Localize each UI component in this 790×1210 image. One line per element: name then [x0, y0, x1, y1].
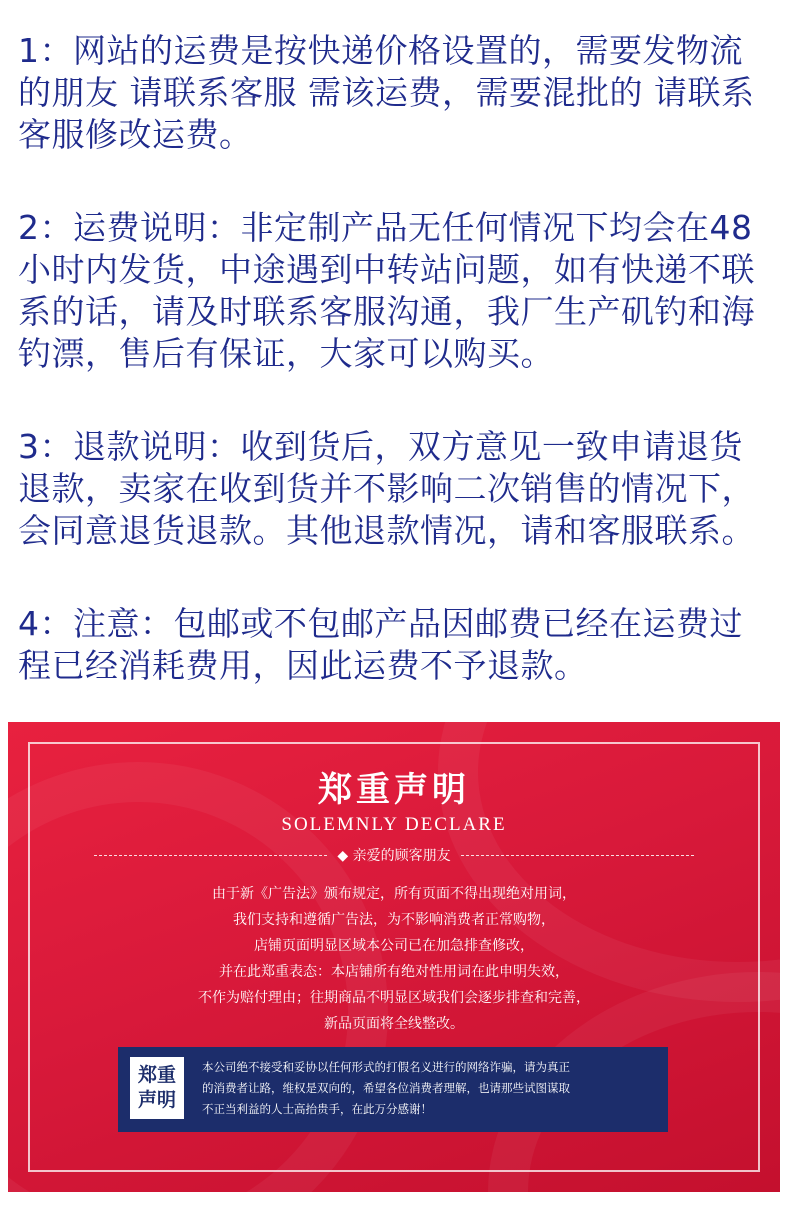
note-shipping-explanation: 2：运费说明：非定制产品无任何情况下均会在48小时内发货，中途遇到中转站问题，如有快递不联系的话，请及时联系客服沟通，我厂生产矶钓和海钓漂，售后有保证，大家可以购买。 — [18, 208, 755, 373]
notice-badge-line: 声明 — [137, 1089, 176, 1111]
divider-label: ◆ 亲爱的顾客朋友 — [337, 848, 451, 864]
shipping-notes — [18, 30, 774, 687]
note-shipping-fee: 1：网站的运费是按快递价格设置的，需要发物流的朋友 请联系客服 需该运费，需要混批的 请联系客服修改运费。 — [18, 31, 755, 154]
notice-line: 不正当利益的人士高抬贵手，在此万分感谢！ — [202, 1102, 432, 1116]
note-attention: 4：注意：包邮或不包邮产品因邮费已经在运费过程已经消耗费用，因此运费不予退款。 — [18, 604, 743, 685]
notice-line: 的消费者让路，维权是双向的，希望各位消费者理解，也请那些试图谋取 — [202, 1081, 570, 1095]
declaration-line: 新品页面将全线整改。 — [324, 1016, 464, 1032]
banner-subtitle: SOLEMNLY DECLARE — [281, 814, 507, 835]
declaration-line: 由于新《广告法》颁布规定，所有页面不得出现绝对用词， — [212, 886, 576, 902]
notice-badge — [130, 1057, 184, 1119]
declaration-line: 不作为赔付理由；往期商品不明显区域我们会逐步排查和完善， — [198, 990, 590, 1006]
dashed-line — [94, 855, 327, 856]
note-refund-explanation: 3：退款说明：收到货后，双方意见一致申请退货退款，卖家在收到货并不影响二次销售的情况下，会同意退货退款。其他退款情况，请和客服联系。 — [18, 427, 755, 550]
solemn-declaration-banner — [8, 722, 780, 1192]
banner-divider — [94, 845, 694, 865]
anti-fraud-notice — [118, 1047, 668, 1132]
dashed-line — [461, 855, 694, 856]
notice-line: 本公司绝不接受和妥协以任何形式的打假名义进行的网络诈骗，请为真正 — [202, 1060, 570, 1074]
declaration-line: 并在此郑重表态：本店铺所有绝对性用词在此申明失效， — [219, 964, 569, 980]
declaration-text — [8, 881, 780, 1037]
banner-title: 郑重声明 — [318, 770, 470, 810]
declaration-line: 我们支持和遵循广告法，为不影响消费者正常购物， — [233, 912, 555, 928]
notice-text — [202, 1057, 658, 1120]
declaration-line: 店铺页面明显区域本公司已在加急排查修改， — [254, 938, 534, 954]
notice-badge-line: 郑重 — [137, 1064, 176, 1086]
